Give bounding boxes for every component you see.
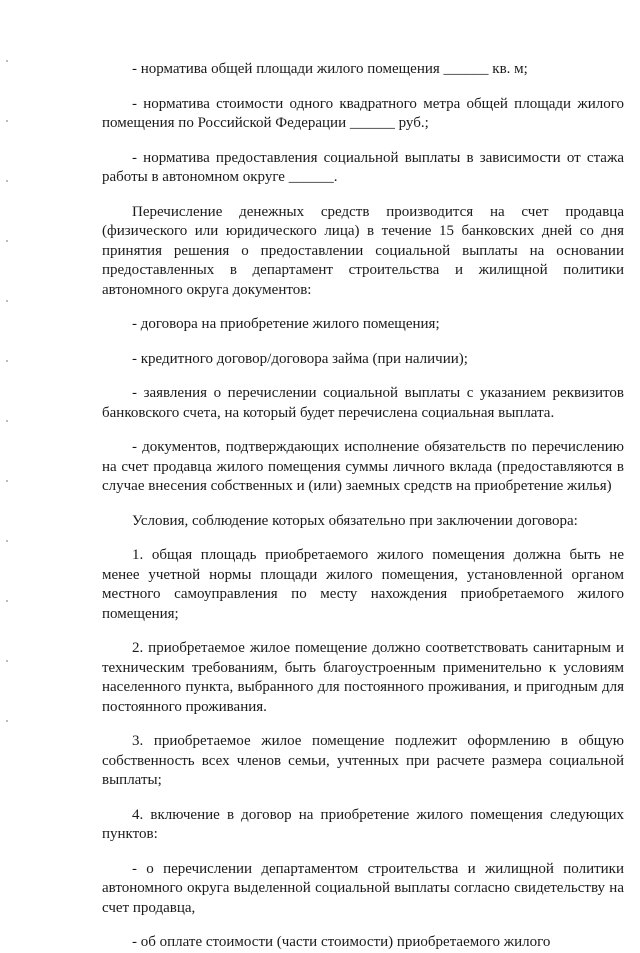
paragraph-transfer-funds: Перечисление денежных средств производится на счет продавца (физического или юридического лица) в течение 15 банковских дней со дня принятия решения о предоставлении социальной выплаты на основании предоставленных в департамент строительства и жилищной политики автономного округа документов: [102,203,624,298]
list-item-credit-contract: - кредитного договор/договора займа (при наличии); [132,350,468,367]
list-item-obligation-documents: - документов, подтверждающих исполнение обязательств по перечислению на счет продавца жилого помещения суммы личного вклада (предоставляются в случае внесения собственных и (или) заемных средств на приобретение жилья) [102,439,624,494]
paragraph-norm-cost: - норматива стоимости одного квадратного метра общей площади жилого помещения по Российской Федерации ______ руб.; [102,95,624,131]
condition-3-ownership: 3. приобретаемое жилое помещение подлежит оформлению в общую собственность всех членов семьи, учтенных при расчете размера социальной выплаты; [102,733,624,788]
condition-4-contract-clauses: 4. включение в договор на приобретение жилого помещения следующих пунктов: [102,806,624,842]
paragraph-norm-experience: - норматива предоставления социальной выплаты в зависимости от стажа работы в автономном округе ______. [102,149,624,185]
document-page [102,60,624,953]
condition-2-sanitary: 2. приобретаемое жилое помещение должно соответствовать санитарным и техническим требованиям, быть благоустроенным применительно к условиям населенного пункта, выбранного для постоянного проживания, и пригодным для постоянного проживания. [102,640,624,715]
list-item-purchase-contract: - договора на приобретение жилого помещения; [132,316,440,332]
list-item-transfer-application: - заявления о перечислении социальной выплаты с указанием реквизитов банковского счета, на который будет перечислена социальная выплата. [102,385,624,421]
paragraph-contract-conditions: Условия, соблюдение которых обязательно при заключении договора: [132,512,578,529]
clause-payment-of-cost: - об оплате стоимости (части стоимости) приобретаемого жилого [132,934,551,950]
margin-scan-marks [6,60,9,760]
condition-1-area: 1. общая площадь приобретаемого жилого помещения должна быть не менее учетной нормы площади жилого помещения, установленной органом местного самоуправления по месту нахождения приобретаемого жилого помещения; [102,547,624,622]
clause-transfer-by-department: - о перечислении департаментом строительства и жилищной политики автономного округа выделенной социальной выплаты согласно свидетельству на счет продавца, [102,860,624,916]
paragraph-norm-area: - норматива общей площади жилого помещения ______ кв. м; [132,61,528,77]
